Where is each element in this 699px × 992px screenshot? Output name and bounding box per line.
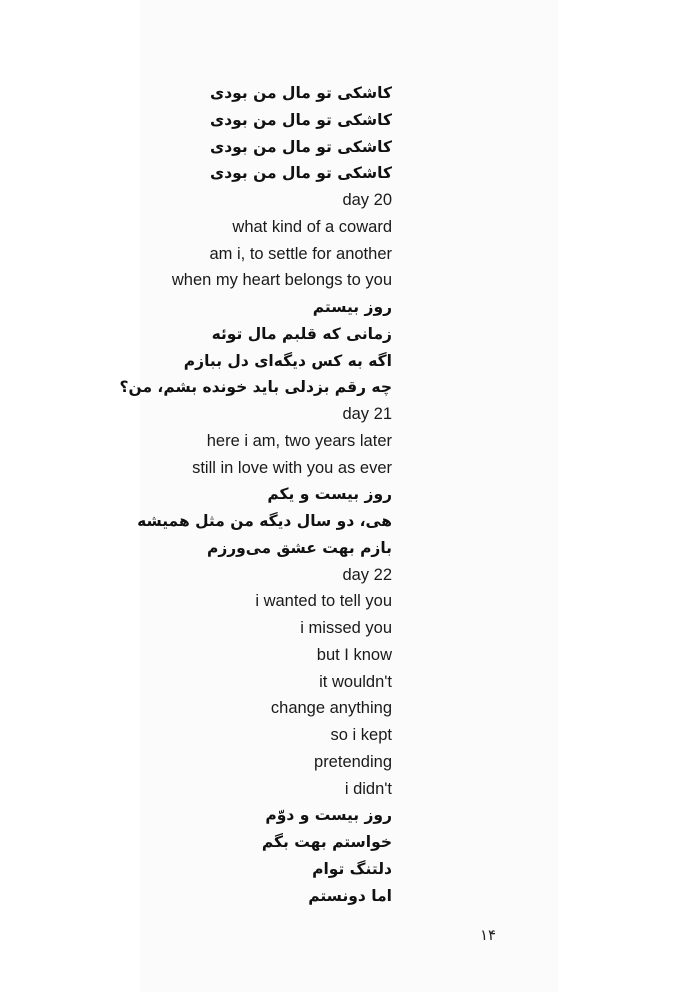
english-verse-line: it wouldn't bbox=[319, 672, 392, 691]
english-verse-line: change anything bbox=[270, 699, 392, 718]
english-verse-line: so i kept bbox=[330, 726, 392, 744]
book-page bbox=[119, 0, 558, 992]
english-verse-line: pretending bbox=[314, 752, 392, 771]
persian-verse-line: روز بیست و یکم bbox=[267, 485, 392, 504]
persian-verse-line: کاشکی تو مال من بودی bbox=[209, 110, 392, 129]
persian-verse-line: خواستم بهت بگم bbox=[261, 833, 392, 851]
english-verse-line: am i, to settle for another bbox=[209, 244, 392, 263]
english-verse-line: still in love with you as ever bbox=[192, 458, 392, 477]
english-verse-line: but I know bbox=[316, 645, 392, 664]
persian-verse-line: هی، دو سال دیگه من مثل همیشه bbox=[137, 512, 392, 530]
page-number: ۱۴ bbox=[479, 926, 497, 944]
persian-verse-line: روز بیستم bbox=[312, 298, 392, 316]
english-verse-line: day 20 bbox=[342, 191, 392, 209]
persian-verse-line: دلتنگ توام bbox=[312, 859, 392, 878]
persian-verse-line: کاشکی تو مال من بودی bbox=[209, 137, 392, 156]
persian-verse-line: روز بیست و دوّم bbox=[265, 806, 392, 825]
english-verse-line: what kind of a coward bbox=[232, 217, 392, 236]
persian-verse-line: اما دونستم bbox=[308, 886, 392, 905]
persian-verse-line: بازم بهت عشق می‌ورزم bbox=[206, 538, 392, 557]
english-verse-line: i wanted to tell you bbox=[255, 592, 392, 611]
persian-verse-line: کاشکی تو مال من بودی bbox=[209, 84, 392, 102]
persian-verse-line: زمانی که قلبم مال توئه bbox=[211, 324, 392, 343]
english-verse-line: day 22 bbox=[342, 565, 392, 584]
english-verse-line: i didn't bbox=[344, 779, 392, 798]
poem-text-block bbox=[0, 80, 392, 909]
english-verse-line: here i am, two years later bbox=[206, 431, 392, 450]
persian-verse-line: کاشکی تو مال من بودی bbox=[209, 164, 392, 183]
persian-verse-line: چه رقم بزدلی باید خونده بشم، من؟ bbox=[119, 378, 392, 397]
english-verse-line: i missed you bbox=[300, 619, 392, 637]
english-verse-line: day 21 bbox=[342, 405, 392, 423]
english-verse-line: when my heart belongs to you bbox=[171, 271, 392, 290]
persian-verse-line: اگه به کس دیگه‌ای دل ببازم bbox=[183, 351, 392, 370]
